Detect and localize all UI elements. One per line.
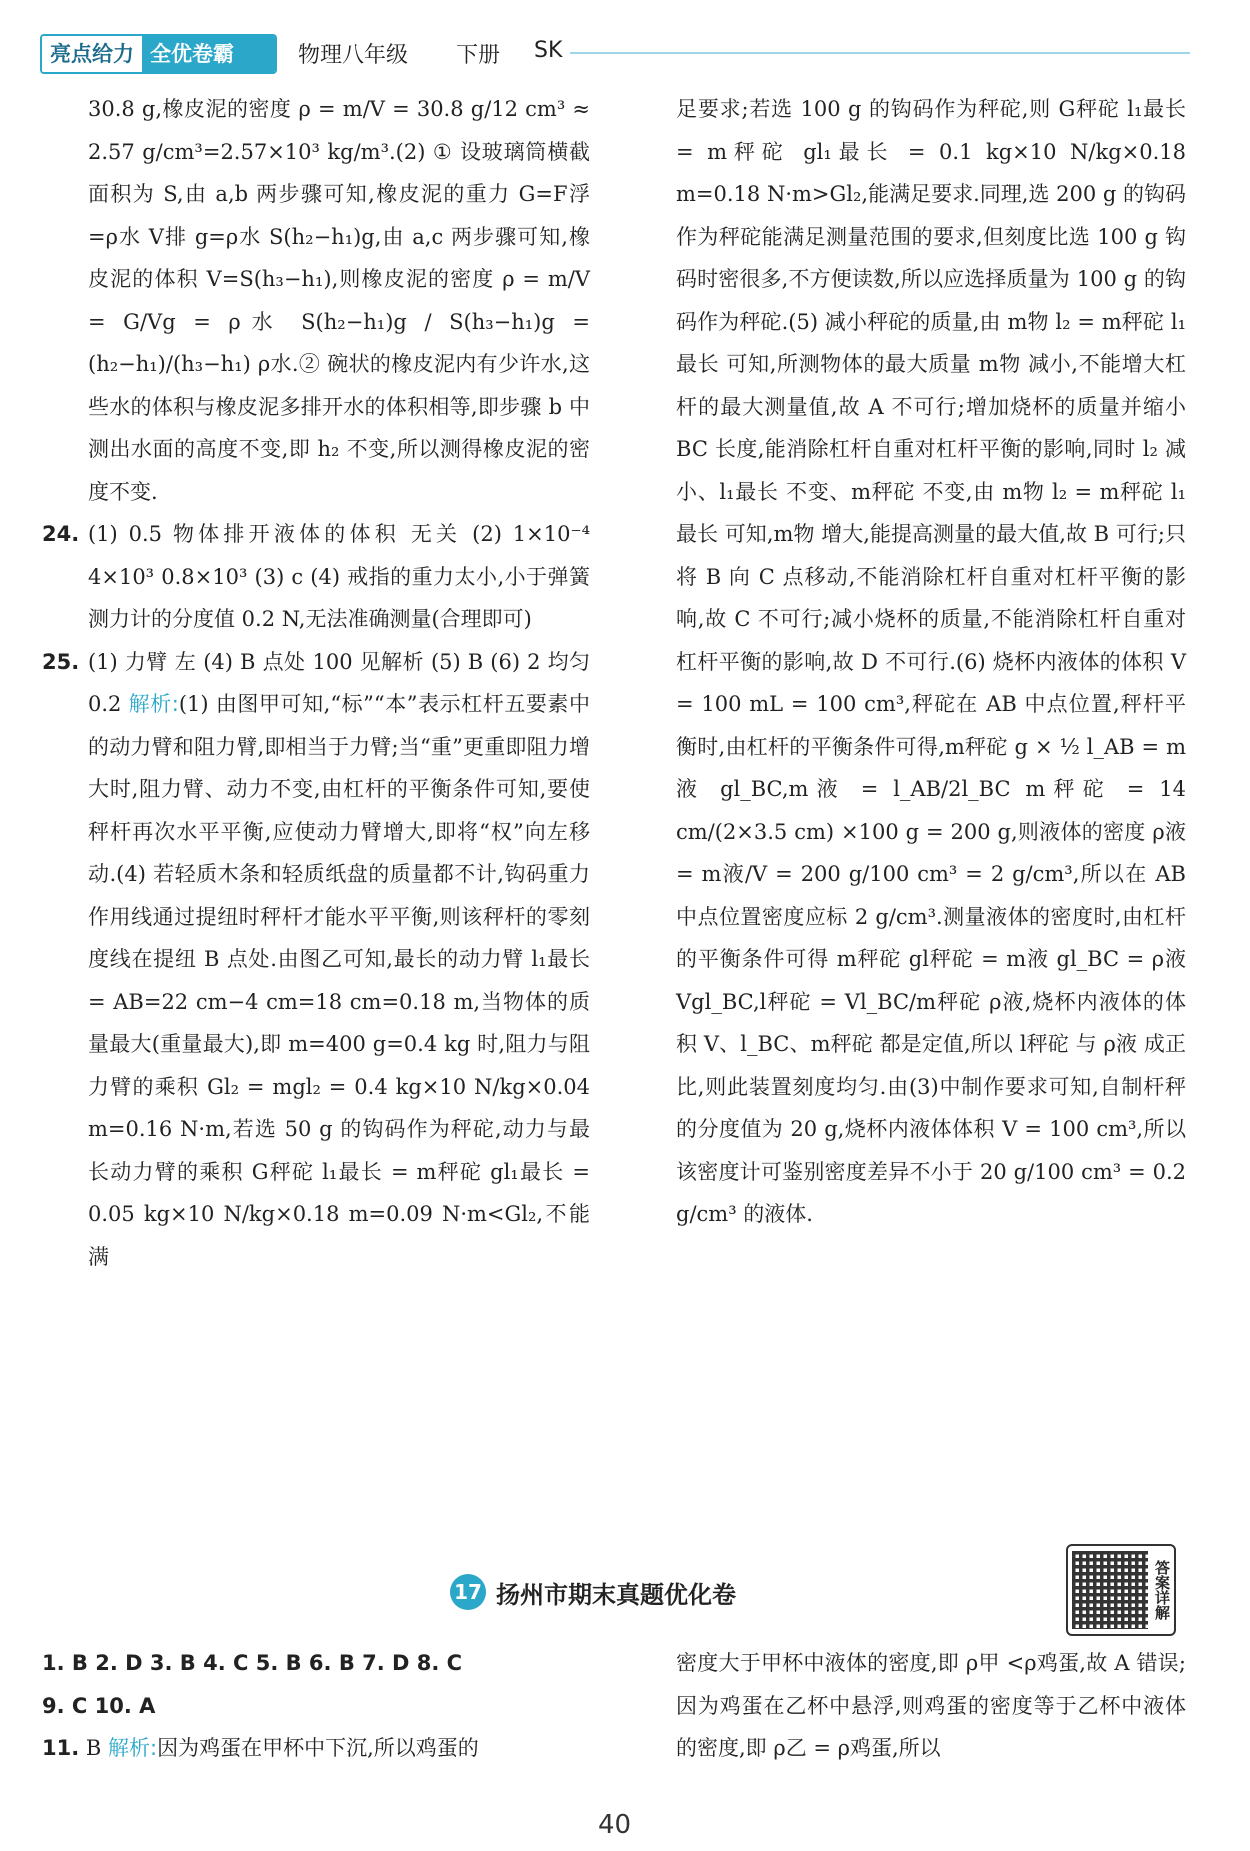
q24-text: (1) 0.5 物体排开液体的体积 无关 (2) 1×10⁻⁴ 4×10³ 0.8×10³ (3) c (4) 戒指的重力太小,小于弹簧测力计的分度值 0.2 N,无法准确测量(合理即可) — [88, 522, 590, 631]
q25-number: 25. — [42, 649, 80, 674]
brand-name-a: 亮点给力 — [42, 36, 142, 72]
left-column — [42, 88, 590, 1278]
answers-1-8: 1. B 2. D 3. B 4. C 5. B 6. B 7. D 8. C — [42, 1651, 463, 1675]
q23-continued: 30.8 g,橡皮泥的密度 ρ = m/V = 30.8 g/12 cm³ ≈ 2.57 g/cm³=2.57×10³ kg/m³.(2) ① 设玻璃筒横截面积为 S,由 a,b 两步骤可知,橡皮泥的重力 G=F浮 =ρ水 V排 g=ρ水 S(h₂−h₁)g,由 a,c 两步骤可知,橡皮泥的体积 V=S(h₃−h₁),则橡皮泥的密度 ρ = m/V = G/Vg = ρ水 S(h₂−h₁)g / S(h₃−h₁)g = (h₂−h₁)/(h₃−h₁) ρ水.② 碗状的橡皮泥内有少许水,这些水的体积与橡皮泥多排开水的体积相等,即步骤 b 中测出水面的高度不变,即 h₂ 不变,所以测得橡皮泥的密度不变. — [88, 97, 590, 504]
q11-answer — [42, 1727, 590, 1770]
answer-row-1 — [42, 1642, 590, 1685]
q25-continued: 足要求;若选 100 g 的钩码作为秤砣,则 G秤砣 l₁最长 = m秤砣 gl₁最长 = 0.1 kg×10 N/kg×0.18 m=0.18 N·m>Gl₂,能满足要求.同理,选 200 g 的钩码作为秤砣能满足测量范围的要求,但刻度比选 100 g 钩码时密很多,不方便读数,所以应选择质量为 100 g 的钩码作为秤砣.(5) 减小秤砣的质量,由 m物 l₂ = m秤砣 l₁最长 可知,所测物体的最大质量 m物 减小,不能增大杠杆的最大测量值,故 A 不可行;增加烧杯的质量并缩小 BC 长度,能消除杠杆自重对杠杆平衡的影响,同时 l₂ 减小、l₁最长 不变、m秤砣 不变,由 m物 l₂ = m秤砣 l₁最长 可知,m物 增大,能提高测量的最大值,故 B 可行;只将 B 向 C 点移动,不能消除杠杆自重对杠杆平衡的影响,故 C 不可行;减小烧杯的质量,不能消除杠杆自重对杠杆平衡的影响,故 D 不可行.(6) 烧杯内液体的体积 V = 100 mL = 100 cm³,秤砣在 AB 中点位置,秤杆平衡时,由杠杆的平衡条件可得,m秤砣 g × ½ l_AB = m液 gl_BC,m液 = l_AB/2l_BC m秤砣 = 14 cm/(2×3.5 cm) ×100 g = 200 g,则液体的密度 ρ液 = m液/V = 200 g/100 cm³ = 2 g/cm³,所以在 AB 中点位置密度应标 2 g/cm³.测量液体的密度时,由杠杆的平衡条件可得 m秤砣 gl秤砣 = m液 gl_BC = ρ液 Vgl_BC,l秤砣 = Vl_BC/m秤砣 ρ液,烧杯内液体的体积 V、l_BC、m秤砣 都是定值,所以 l秤砣 与 ρ液 成正比,则此装置刻度均匀.由(3)中制作要求可知,自制杆秤的分度值为 20 g,烧杯内液体体积 V = 100 cm³,所以该密度计可鉴别密度差异不小于 20 g/100 cm³ = 0.2 g/cm³ 的液体. — [676, 97, 1186, 1226]
q25-answer — [42, 641, 590, 1279]
q11-analysis: 因为鸡蛋在甲杯中下沉,所以鸡蛋的 — [157, 1736, 479, 1760]
q11-number: 11. — [42, 1736, 80, 1760]
answers-right — [676, 1642, 1186, 1770]
brand-name-b: 全优卷霸 — [142, 36, 275, 72]
qr-code-icon — [1072, 1551, 1148, 1629]
q25-analysis-label: 解析: — [128, 692, 179, 716]
section-title: 扬州市期末真题优化卷 — [496, 1580, 736, 1609]
q24-answer — [42, 513, 590, 641]
answers-9-10: 9. C 10. A — [42, 1693, 156, 1718]
section-heading — [450, 1572, 736, 1612]
subject-label: 物理八年级 — [298, 43, 409, 68]
page-header — [40, 30, 1190, 72]
q24-number: 24. — [42, 522, 80, 546]
right-column — [676, 88, 1186, 1236]
qr-code[interactable] — [1066, 1544, 1176, 1636]
brand-logo — [40, 34, 277, 74]
section-number-badge: 17 — [450, 1574, 486, 1610]
page-number: 40 — [598, 1810, 632, 1840]
q25-analysis: (1) 由图甲可知,“标”“本”表示杠杆五要素中的动力臂和阻力臂,即相当于力臂;当“重”更重即阻力增大时,阻力臂、动力不变,由杠杆的平衡条件可知,要使秤杆再次水平平衡,应使动力臂增大,即将“权”向左移动.(4) 若轻质木条和轻质纸盘的质量都不计,钩码重力作用线通过提纽时秤杆才能水平平衡,则该秤杆的零刻度线在提纽 B 点处.由图乙可知,最长的动力臂 l₁最长 = AB=22 cm−4 cm=18 cm=0.18 m,当物体的质量最大(重量最大),即 m=400 g=0.4 kg 时,阻力与阻力臂的乘积 Gl₂ = mgl₂ = 0.4 kg×10 N/kg×0.04 m=0.16 N·m,若选 50 g 的钩码作为秤砣,动力与最长动力臂的乘积 G秤砣 l₁最长 = m秤砣 gl₁最长 = 0.05 kg×10 N/kg×0.18 m=0.09 N·m<Gl₂,不能满 — [88, 692, 590, 1269]
qr-label: 答案详解 — [1153, 1560, 1171, 1620]
header-rule — [570, 52, 1190, 54]
q11-continued: 密度大于甲杯中液体的密度,即 ρ甲 <ρ鸡蛋,故 A 错误;因为鸡蛋在乙杯中悬浮,则鸡蛋的密度等于乙杯中液体的密度,即 ρ乙 = ρ鸡蛋,所以 — [676, 1651, 1186, 1760]
answer-row-2 — [42, 1685, 590, 1728]
q11-choice: B — [85, 1736, 102, 1760]
q25-short: (1) 力臂 左 (4) B 点处 100 见解析 (5) B (6) 2 均匀 0.2 — [88, 649, 590, 716]
answers-left — [42, 1642, 590, 1770]
q11-analysis-label: 解析: — [108, 1736, 158, 1760]
volume-label: 下册 — [456, 43, 501, 68]
edition-label: SK — [534, 38, 563, 63]
